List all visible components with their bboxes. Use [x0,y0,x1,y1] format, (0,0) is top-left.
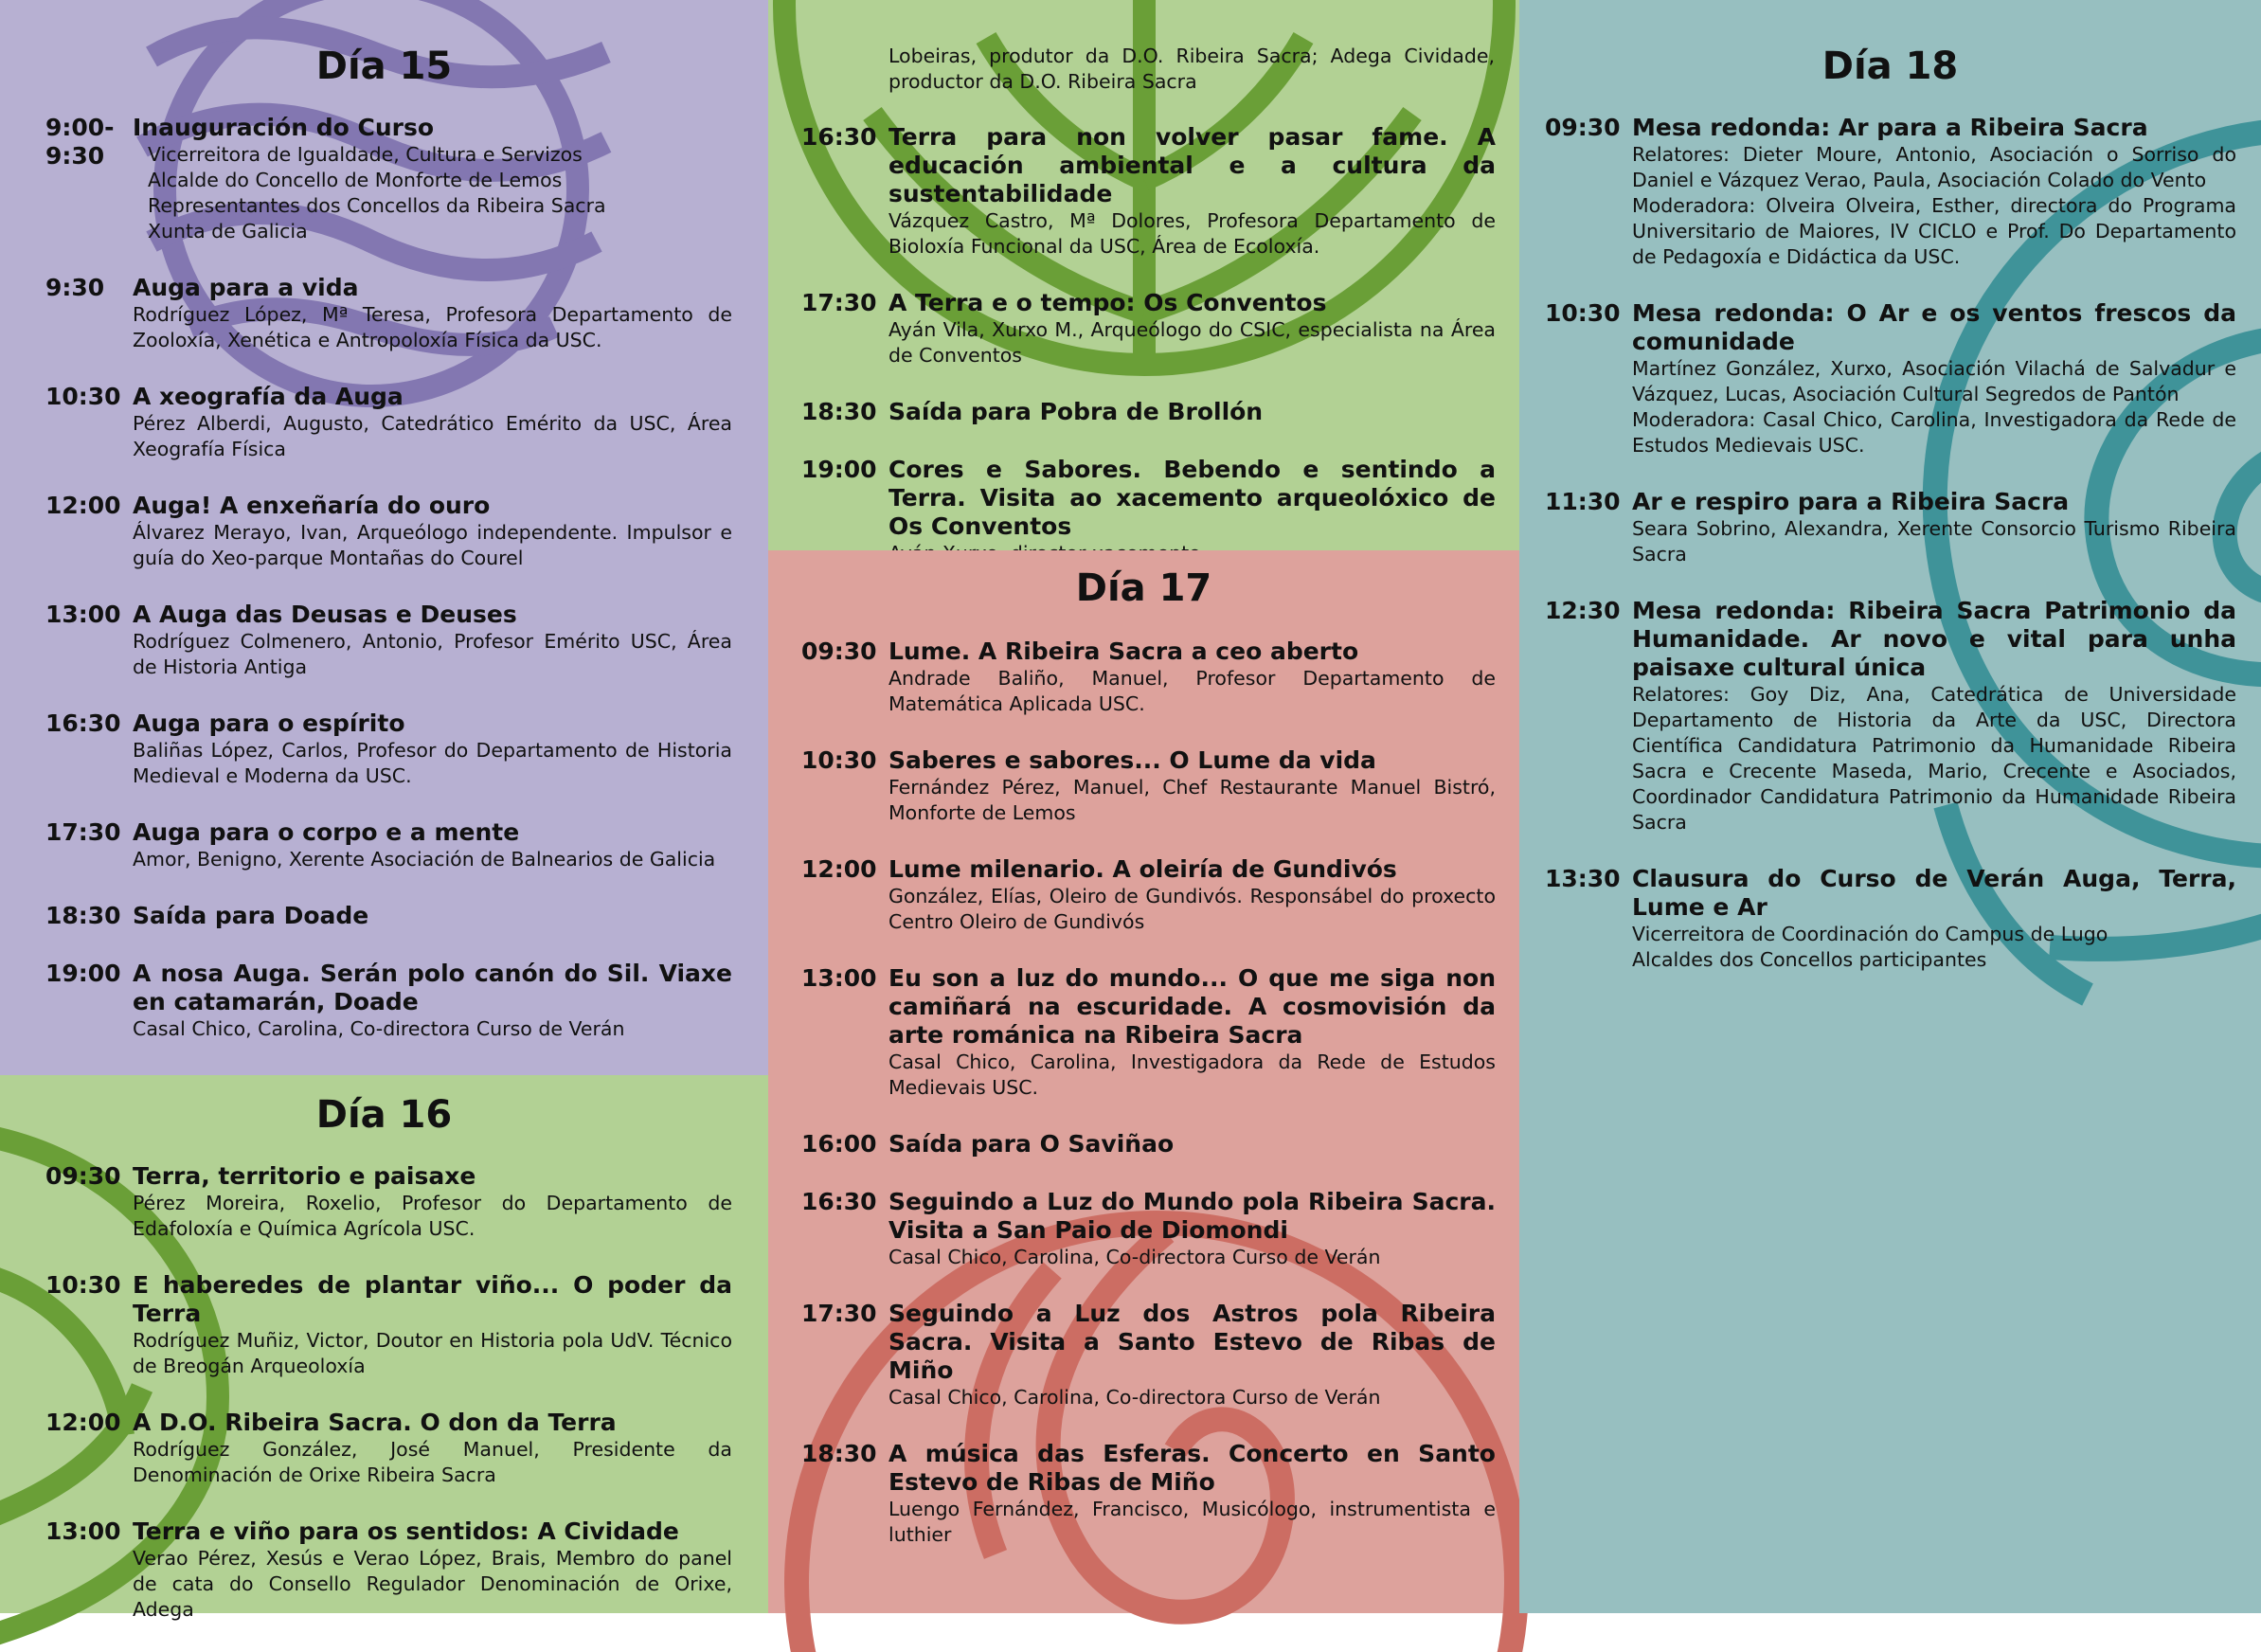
event-description [888,208,1496,260]
day16-lead-desc: Lobeiras, produtor da D.O. Ribeira Sacra; Adega Cividade, productor da D.O. Ribeira Sacra [888,45,1495,93]
event-description-line: Xunta de Galicia [148,220,308,242]
event-title: A Auga das Deusas e Deuses [133,601,517,628]
event-title: Mesa redonda: O Ar e os ventos frescos da comunidade [1632,299,2236,355]
event-time: 19:00 [45,960,121,987]
event-title: E haberedes de plantar viño... O poder da Terra [133,1271,732,1327]
day16-events [45,1162,732,1652]
event-body [888,1130,1496,1158]
event-body [133,902,732,930]
event-description [888,1497,1496,1548]
event-description [133,520,732,571]
event-description-line: Amor, Benigno, Xerente Asociación de Balnearios de Galicia [133,848,716,871]
event-body [133,492,732,571]
event-time: 10:30 [45,383,121,410]
event-description [888,666,1496,717]
schedule-item [801,398,1496,426]
event-description-line: Álvarez Merayo, Ivan, Arqueólogo independente. Impulsor e guía do Xeo-parque Montañas do Courel [133,521,732,569]
event-time: 12:30 [1545,597,1621,624]
event-time: 09:30 [1545,114,1621,141]
event-title: A Terra e o tempo: Os Conventos [888,289,1327,316]
event-body [888,746,1496,826]
event-time: 09:30 [45,1162,121,1190]
event-time: 18:30 [801,398,877,425]
event-time: 19:00 [801,456,877,483]
schedule-item [801,289,1496,368]
event-body [133,601,732,680]
event-description-line: Relatores: Goy Diz, Ana, Catedrática de Universidade Departamento de Historia da Arte da USC, Directora Científica Candidatura Patrimonio da Humanidade Ribeira Sacra e Crecente Maseda, Mario, Crecente e Asociados, Coordinador Candidatura Patrimonio da Humanidade Ribeira Sacra [1632,683,2236,834]
event-description [133,1437,732,1488]
day17-title: Día 17 [1075,566,1212,610]
event-description-line: Casal Chico, Carolina, Co-directora Curso de Verán [888,1386,1381,1409]
schedule-item [801,964,1496,1101]
event-title: Cores e Sabores. Bebendo e sentindo a Terra. Visita ao xacemento arqueolóxico de Os Conventos [888,456,1496,540]
schedule-item [45,709,732,789]
schedule-item [45,383,732,462]
schedule-item [1545,299,2236,458]
event-body [133,709,732,789]
day17-panel [768,550,1519,1613]
event-description-line: Andrade Baliño, Manuel, Profesor Departamento de Matemática Aplicada USC. [888,667,1496,715]
event-description-line: Casal Chico, Carolina, Investigadora da Rede de Estudos Medievais USC. [888,1050,1496,1099]
event-title: Clausura do Curso de Verán Auga, Terra, Lume e Ar [1632,865,2236,921]
event-description [133,1016,732,1042]
schedule-item [801,746,1496,826]
event-title: A D.O. Ribeira Sacra. O don da Terra [133,1409,617,1436]
event-description [133,142,732,244]
event-time: 16:30 [45,709,121,737]
event-description [888,1385,1496,1410]
day18-panel [1519,0,2261,1613]
event-body [888,1300,1496,1410]
event-title: Inauguración do Curso [133,114,435,141]
event-body [133,114,732,244]
event-title: Auga para o espírito [133,709,405,737]
event-time: 10:30 [801,746,877,774]
event-title: A xeografía da Auga [133,383,404,410]
event-body [888,1188,1496,1270]
event-time: 13:30 [1545,865,1621,892]
event-description-line: Rodríguez Muñiz, Victor, Doutor en Historia pola UdV. Técnico de Breogán Arqueoloxía [133,1329,732,1377]
event-description [888,775,1496,826]
event-description-line: González, Elías, Oleiro de Gundivós. Responsábel do proxecto Centro Oleiro de Gundivós [888,885,1496,933]
event-title: Seguindo a Luz do Mundo pola Ribeira Sacra. Visita a San Paio de Diomondi [888,1188,1496,1244]
event-description [888,1245,1496,1270]
schedule-item [45,960,732,1042]
schedule-item [45,1162,732,1242]
schedule-item [1545,114,2236,270]
day16-continuation-events [801,123,1496,596]
event-description-line: Vicerreitora de Coordinación do Campus de Lugo [1632,923,2108,945]
event-title: Mesa redonda: Ribeira Sacra Patrimonio da Humanidade. Ar novo e vital para unha paisaxe cultural única [1632,597,2236,681]
schedule-item [45,902,732,930]
event-body [133,274,732,353]
event-description-line: Ayán Vila, Xurxo M., Arqueólogo do CSIC, especialista na Área de Conventos [888,318,1496,367]
event-body [133,1162,732,1242]
schedule-item [801,1300,1496,1410]
event-time: 13:00 [45,1517,121,1545]
event-body [1632,865,2236,973]
event-title: Terra para non volver pasar fame. A educación ambiental e a cultura da sustentabilidade [888,123,1496,207]
event-time: 11:30 [1545,488,1621,515]
event-time: 17:30 [801,1300,877,1327]
day16-panel [0,1075,768,1621]
event-title: A nosa Auga. Serán polo canón do Sil. Viaxe en catamarán, Doade [133,960,732,1015]
event-time: 13:00 [801,964,877,992]
event-description-line: Representantes dos Concellos da Ribeira Sacra [148,194,606,217]
event-description [1632,142,2236,270]
schedule-item [45,274,732,353]
day18-title: Día 18 [1821,45,1959,88]
event-description-line: Seara Sobrino, Alexandra, Xerente Consorcio Turismo Ribeira Sacra [1632,517,2236,566]
schedule-item [801,1130,1496,1158]
event-title: Auga para a vida [133,274,359,301]
event-title: Terra, territorio e paisaxe [133,1162,476,1190]
schedule-item [45,1517,732,1623]
event-description [1632,356,2236,458]
event-title: Terra e viño para os sentidos: A Cividade [133,1517,679,1545]
event-body [133,1271,732,1379]
event-body [133,960,732,1042]
event-description-line: Pérez Moreira, Roxelio, Profesor do Departamento de Edafoloxía e Química Agrícola USC. [133,1192,732,1240]
event-time: 12:00 [801,855,877,883]
event-body [888,637,1496,717]
event-time: 9:30 [45,274,105,301]
schedule-item [45,601,732,680]
event-body [888,289,1496,368]
schedule-item [45,818,732,872]
event-body [1632,488,2236,567]
event-title: Auga para o corpo e a mente [133,818,520,846]
day15-panel [0,0,768,1075]
event-body [133,383,732,462]
event-time: 16:00 [801,1130,877,1158]
schedule-item [801,1440,1496,1548]
event-body [1632,597,2236,835]
event-body [888,1440,1496,1548]
schedule-item [45,114,732,244]
schedule-item [45,1271,732,1379]
event-time: 10:30 [45,1271,121,1299]
event-title: Saída para Pobra de Brollón [888,398,1264,425]
event-description [133,738,732,789]
day15-events [45,114,732,1071]
event-description-line: Rodríguez González, José Manuel, Presidente da Denominación de Orixe Ribeira Sacra [133,1438,732,1486]
day18-events [1545,114,2236,1002]
event-body [888,964,1496,1101]
event-body [133,1517,732,1623]
event-title: Auga! A enxeñaría do ouro [133,492,491,519]
day16-title: Día 16 [315,1093,453,1137]
event-body [1632,299,2236,458]
event-description-line: Fernández Pérez, Manuel, Chef Restaurante Manuel Bistró, Monforte de Lemos [888,776,1496,824]
event-description-line: Vicerreitora de Igualdade, Cultura e Servizos [148,143,583,166]
event-description [1632,922,2236,973]
event-description-line: Casal Chico, Carolina, Co-directora Curso de Verán [888,1246,1381,1268]
event-description-line: Casal Chico, Carolina, Co-directora Curso de Verán [133,1017,625,1040]
event-description [133,847,732,872]
event-title: Mesa redonda: Ar para a Ribeira Sacra [1632,114,2148,141]
day15-title: Día 15 [315,45,453,88]
event-time: 12:00 [45,492,121,519]
event-description [888,884,1496,935]
event-description-line: Alcaldes dos Concellos participantes [1632,948,1987,971]
event-body [888,398,1496,426]
event-description-line: Luengo Fernández, Francisco, Musicólogo, instrumentista e luthier [888,1498,1496,1546]
event-time: 17:30 [45,818,121,846]
schedule-item [801,637,1496,717]
day16-continuation-panel [768,0,1519,550]
event-body [888,123,1496,260]
event-description [133,1328,732,1379]
event-description [133,302,732,353]
event-title: Lume. A Ribeira Sacra a ceo aberto [888,637,1359,665]
event-time: 16:30 [801,1188,877,1215]
event-title: Seguindo a Luz dos Astros pola Ribeira Sacra. Visita a Santo Estevo de Ribas de Miño [888,1300,1496,1384]
schedule-item [1545,488,2236,567]
event-description-line: Pérez Alberdi, Augusto, Catedrático Emérito da USC, Área Xeografía Física [133,412,732,460]
event-description-line: Baliñas López, Carlos, Profesor do Departamento de Historia Medieval e Moderna da USC. [133,739,732,787]
event-title: Ar e respiro para a Ribeira Sacra [1632,488,2070,515]
event-description [133,1546,732,1623]
event-description-line: Moderadora: Olveira Olveira, Esther, directora do Programa Universitario de Maiores, IV CICLO e Prof. Do Departamento de Pedagoxía e Didáctica da USC. [1632,194,2236,268]
event-body [133,818,732,872]
event-time: 9:00-9:30 [45,114,115,170]
schedule-item [801,123,1496,260]
event-body [888,855,1496,935]
event-description [133,1191,732,1242]
event-title: Saída para Doade [133,902,369,929]
schedule-item [801,855,1496,935]
event-title: Saída para O Saviñao [888,1130,1175,1158]
event-time: 12:00 [45,1409,121,1436]
schedule-item [45,492,732,571]
event-description-line: Vázquez Castro, Mª Dolores, Profesora Departamento de Bioloxía Funcional da USC, Área de Ecoloxía. [888,209,1496,258]
event-description-line: Verao Pérez, Xesús e Verao López, Brais, Membro do panel de cata do Consello Regulador Denominación de Orixe, Adega [133,1547,732,1621]
event-time: 18:30 [45,902,121,929]
event-description [1632,516,2236,567]
event-body [133,1409,732,1488]
event-description-line: Alcalde do Concello de Monforte de Lemos [148,169,563,191]
schedule-item [1545,597,2236,835]
event-description-line: Relatores: Dieter Moure, Antonio, Asociación o Sorriso do Daniel e Vázquez Verao, Paula, Asociación Colado do Vento [1632,143,2236,191]
event-title: A música das Esferas. Concerto en Santo Estevo de Ribas de Miño [888,1440,1496,1496]
event-description-line: Moderadora: Casal Chico, Carolina, Investigadora da Rede de Estudos Medievais USC. [1632,408,2236,457]
event-description [133,629,732,680]
event-description-line: Rodríguez Colmenero, Antonio, Profesor Emérito USC, Área de Historia Antiga [133,630,732,678]
event-time: 13:00 [45,601,121,628]
event-time: 16:30 [801,123,877,151]
event-title: Saberes e sabores... O Lume da vida [888,746,1376,774]
schedule-item [801,1188,1496,1270]
schedule-item [45,1409,732,1488]
event-time: 10:30 [1545,299,1621,327]
event-time: 17:30 [801,289,877,316]
event-description [1632,682,2236,835]
event-body [1632,114,2236,270]
event-description-line: Rodríguez López, Mª Teresa, Profesora Departamento de Zooloxía, Xenética e Antropoloxía Física da USC. [133,303,732,351]
event-title: Lume milenario. A oleiría de Gundivós [888,855,1397,883]
event-description-line: Martínez González, Xurxo, Asociación Vilachá de Salvadur e Vázquez, Lucas, Asociación Cultural Segredos de Pantón [1632,357,2236,405]
event-description [888,317,1496,368]
event-description [133,411,732,462]
event-time: 18:30 [801,1440,877,1467]
day17-events [801,637,1496,1577]
schedule-item [1545,865,2236,973]
event-description [888,1050,1496,1101]
event-time: 09:30 [801,637,877,665]
event-title: Eu son a luz do mundo... O que me siga non camiñará na escuridade. A cosmovisión da arte románica na Ribeira Sacra [888,964,1496,1049]
